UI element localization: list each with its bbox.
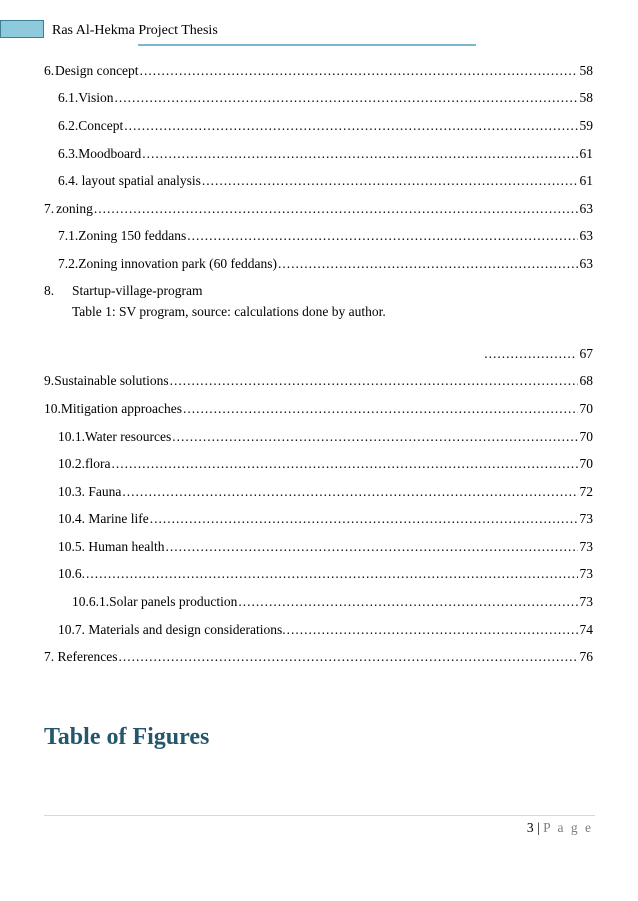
toc-entry-title: Design concept (54, 63, 139, 78)
toc-entry-title: zoning (56, 201, 93, 216)
toc-entry[interactable] (58, 483, 593, 501)
toc-leader-dots (122, 483, 577, 501)
toc-leader-dots (114, 89, 577, 107)
section-heading-table-of-figures: Table of Figures (44, 724, 210, 750)
toc-leader-dots (170, 372, 578, 390)
toc-entry-number: 6.1. (58, 90, 79, 105)
toc-entry[interactable] (44, 62, 593, 80)
toc-entry-page: 73 (579, 566, 593, 581)
toc-entry[interactable] (58, 565, 593, 583)
toc-entry-title: 10.7. Materials and design considerations. (58, 622, 286, 637)
toc-entry-title: 10.4. Marine life (58, 511, 149, 526)
toc-entry[interactable] (44, 200, 593, 218)
footer-separator: | (537, 820, 540, 835)
toc-leader-dots (86, 565, 578, 583)
header-title: Ras Al-Hekma Project Thesis (52, 23, 218, 38)
toc-entry-page: 73 (579, 539, 593, 554)
toc-entry-number: 10.1. (58, 429, 85, 444)
toc-entry-number: 10. (44, 401, 61, 416)
toc-leader-dots (187, 227, 577, 245)
toc-entry-title: 10.5. Human health (58, 539, 165, 554)
toc-entry-page: 70 (579, 456, 593, 471)
toc-entry[interactable] (58, 227, 593, 245)
footer-page-word: P a g e (543, 820, 593, 835)
table-caption: Table 1: SV program, source: calculations done by author. (72, 304, 386, 319)
toc-leader-dots (287, 621, 578, 639)
page-footer (527, 819, 593, 837)
toc-entry-page: 70 (579, 401, 593, 416)
toc-entry[interactable] (58, 172, 593, 190)
footer-rule (44, 815, 595, 816)
toc-entry-page: 58 (579, 63, 593, 78)
toc-entry-page: 63 (579, 228, 593, 243)
toc-entry[interactable] (58, 510, 593, 528)
toc-entry-title: 10.3. Fauna (58, 484, 122, 499)
toc-entry-title: Concept (78, 118, 124, 133)
toc-entry-page: 63 (579, 256, 593, 271)
toc-entry-number: 7.2. (58, 256, 79, 271)
toc-entry-page: 70 (579, 429, 593, 444)
toc-entry-page: 63 (579, 201, 593, 216)
toc-entry-number: 6.2. (58, 118, 79, 133)
toc-entry[interactable] (44, 400, 593, 418)
toc-entry-page: 67 (579, 346, 593, 361)
toc-entry-number: 10.2. (58, 456, 85, 471)
toc-entry-title: flora (85, 456, 111, 471)
toc-entry-title: 6.4. layout spatial analysis (58, 173, 201, 188)
toc-entry[interactable] (58, 538, 593, 556)
toc-leader-dots (172, 428, 577, 446)
toc-entry-number: 10.6.1. (72, 594, 110, 609)
toc-entry-title: Zoning innovation park (60 feddans) (78, 256, 277, 271)
toc-leader-dots (202, 172, 578, 190)
toc-entry-page: 74 (579, 622, 593, 637)
toc-entry[interactable] (58, 621, 593, 639)
toc-entry-page: 58 (579, 90, 593, 105)
toc-leader-dots (118, 648, 577, 666)
toc-entry[interactable] (44, 648, 593, 666)
toc-entry-page: 73 (579, 511, 593, 526)
toc-entry[interactable] (58, 145, 593, 163)
toc-leader-dots (165, 538, 577, 556)
toc-entry-page: 76 (579, 649, 593, 664)
toc-entry-page: 61 (579, 173, 593, 188)
toc-leader-dots (142, 145, 577, 163)
toc-leader-dots (150, 510, 578, 528)
toc-leader-dots (183, 400, 578, 418)
toc-entry[interactable] (58, 117, 593, 135)
toc-leader-dots (278, 255, 578, 273)
toc-entry-title: Zoning 150 feddans (78, 228, 187, 243)
toc-leader-dots (124, 117, 577, 135)
toc-entry-number: 7.1. (58, 228, 79, 243)
toc-entry-title: Moodboard (78, 146, 142, 161)
toc-leader-dots (238, 593, 577, 611)
toc-leader-dots (140, 62, 578, 80)
toc-entry[interactable] (58, 89, 593, 107)
toc-entry-title: Startup-village-program (72, 283, 203, 298)
toc-entry[interactable] (72, 593, 593, 611)
toc-entry-page: 68 (579, 373, 593, 388)
toc-entry-number: 6. (44, 63, 55, 78)
toc-entry-title: Vision (78, 90, 114, 105)
toc-entry[interactable] (44, 372, 593, 390)
toc-entry[interactable] (58, 428, 593, 446)
toc-entry-title: Solar panels production (109, 594, 238, 609)
toc-entry[interactable] (484, 345, 593, 363)
toc-entry-title: Mitigation approaches (60, 401, 182, 416)
toc-entry-page: 61 (579, 146, 593, 161)
toc-entry-title: Sustainable solutions (54, 373, 169, 388)
toc-entry[interactable] (58, 255, 593, 273)
toc-leader-dots: ..................... (484, 346, 577, 361)
page-number: 3 (526, 820, 534, 835)
toc-entry[interactable] (58, 455, 593, 473)
toc-leader-dots (111, 455, 577, 473)
toc-entry-title: 10.6. (58, 566, 85, 581)
toc-entry-number: 6.3. (58, 146, 79, 161)
toc-entry-page: 59 (579, 118, 593, 133)
toc-entry-number: 8. (44, 283, 55, 298)
toc-entry[interactable] (44, 282, 202, 300)
toc-entry-title: Water resources (85, 429, 172, 444)
toc-entry-number: 9. (44, 373, 55, 388)
toc-entry-page: 72 (579, 484, 593, 499)
toc-entry-number: 7. (44, 201, 55, 216)
toc-leader-dots (94, 200, 578, 218)
toc-entry-page: 73 (579, 594, 593, 609)
toc-entry-title: 7. References (44, 649, 118, 664)
